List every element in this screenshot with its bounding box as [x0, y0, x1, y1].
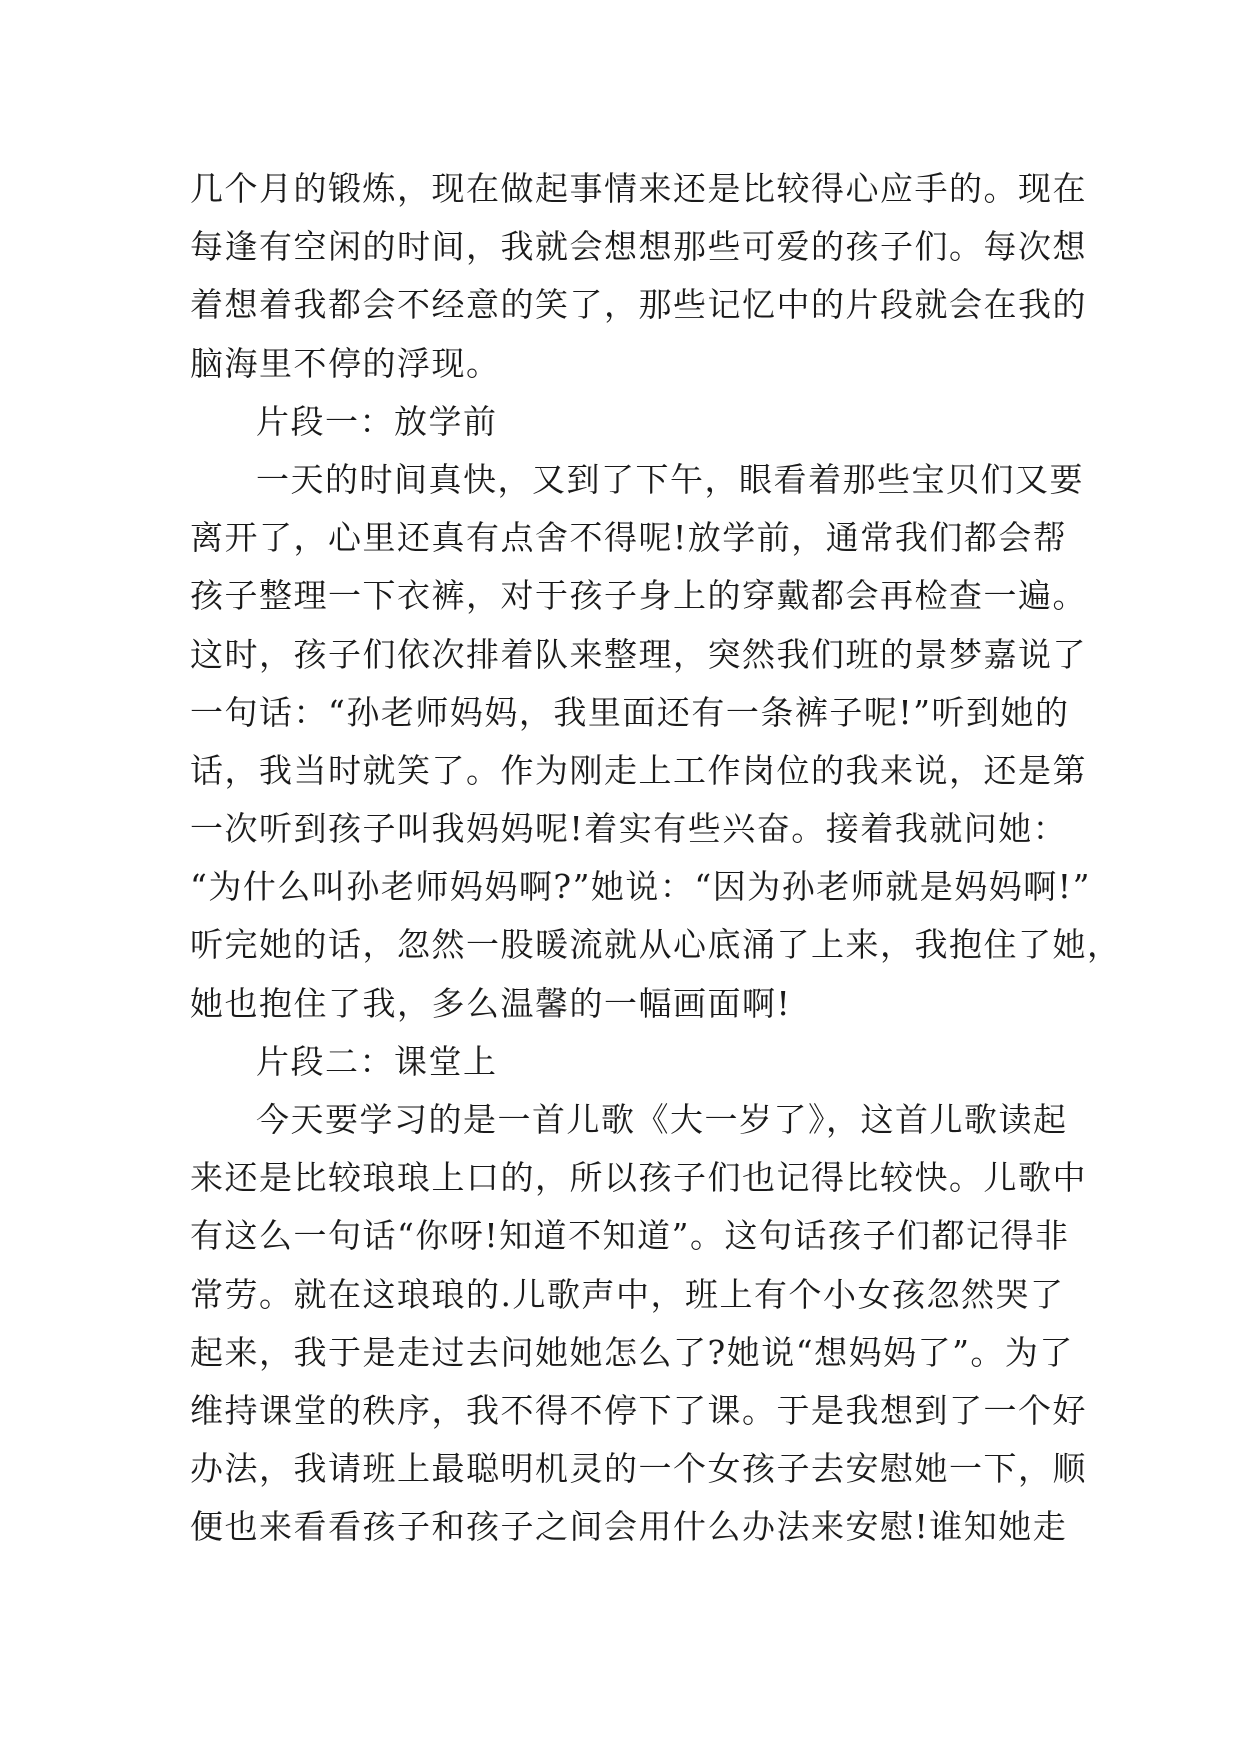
text-line: 来还是比较琅琅上口的，所以孩子们也记得比较快。儿歌中: [190, 1158, 1087, 1198]
text-line: 办法，我请班上最聪明机灵的一个女孩子去安慰她一下，顺: [190, 1449, 1087, 1489]
text-line: 话，我当时就笑了。作为刚走上工作岗位的我来说，还是第: [190, 750, 1087, 790]
text-line: 着想着我都会不经意的笑了，那些记忆中的片段就会在我的: [190, 285, 1087, 325]
section-heading: 片段二：课堂上: [256, 1041, 498, 1081]
text-line: 便也来看看孩子和孩子之间会用什么办法来安慰!谁知她走: [190, 1507, 1068, 1547]
section-heading: 片段一：放学前: [256, 401, 498, 441]
text-line: 她也抱住了我，多么温馨的一幅画面啊!: [190, 983, 792, 1023]
paragraph-start-line: 今天要学习的是一首儿歌《大一岁了》，这首儿歌读起: [256, 1100, 1068, 1139]
text-line: “为什么叫孙老师妈妈啊?”她说：“因为孙老师就是妈妈啊!”: [190, 867, 1091, 907]
document-body: [190, 160, 1122, 1557]
text-line: 离开了，心里还真有点舍不得呢!放学前，通常我们都会帮: [190, 518, 1068, 558]
text-line: 一句话：“孙老师妈妈，我里面还有一条裤子呢!”听到她的: [190, 692, 1070, 732]
text-line: 起来，我于是走过去问她她怎么了?她说“想妈妈了”。为了: [190, 1332, 1074, 1372]
text-line: 每逢有空闲的时间，我就会想想那些可爱的孩子们。每次想: [190, 227, 1087, 267]
text-line: 听完她的话，忽然一股暖流就从心底涌了上来，我抱住了她，: [190, 925, 1122, 965]
text-line: 孩子整理一下衣裤，对于孩子身上的穿戴都会再检查一遍。: [190, 576, 1087, 616]
text-line: 维持课堂的秩序，我不得不停下了课。于是我想到了一个好: [190, 1390, 1087, 1430]
paragraph-start-line: 一天的时间真快，又到了下午，眼看着那些宝贝们又要: [256, 459, 1084, 499]
text-line: 几个月的锻炼，现在做起事情来还是比较得心应手的。现在: [190, 169, 1087, 208]
text-line: 脑海里不停的浮现。: [190, 343, 501, 383]
text-line: 这时，孩子们依次排着队来整理，突然我们班的景梦嘉说了: [190, 634, 1087, 674]
text-line: 一次听到孩子叫我妈妈呢!着实有些兴奋。接着我就问她：: [190, 809, 1068, 849]
text-line: 有这么一句话“你呀!知道不知道”。这句话孩子们都记得非: [190, 1216, 1070, 1256]
text-line: 常劳。就在这琅琅的.儿歌声中，班上有个小女孩忽然哭了: [190, 1274, 1065, 1314]
